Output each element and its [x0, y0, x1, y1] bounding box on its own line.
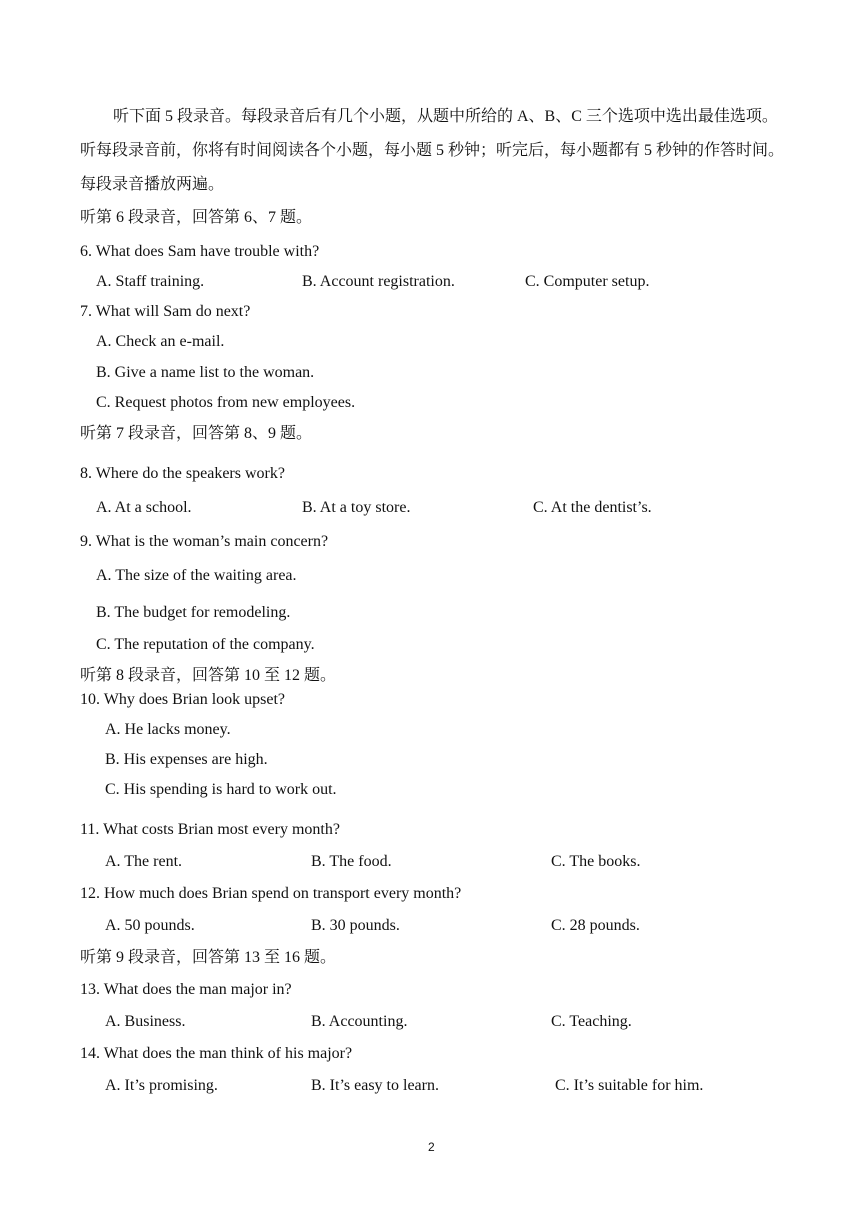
q8-option-b: B. At a toy store.: [302, 499, 411, 516]
q9-option-a: A. The size of the waiting area.: [96, 567, 297, 584]
q13-option-a: A. Business.: [105, 1013, 186, 1030]
section-heading-9: 听第 9 段录音，回答第 13 至 16 题。: [80, 949, 337, 966]
question-10: 10. Why does Brian look upset?: [80, 691, 286, 708]
question-12: 12. How much does Brian spend on transport every month?: [80, 885, 462, 902]
question-8: 8. Where do the speakers work?: [80, 465, 285, 482]
q12-option-b: B. 30 pounds.: [311, 917, 400, 934]
listening-instructions: 听下面 5 段录音。每段录音后有几个小题，从题中所给的 A、B、C 三个选项中选出最佳选项。听每段录音前，你将有时间阅读各个小题，每小题 5 秒钟；听完后，每小题都有 5 秒钟的作答时间。每段录音播放两遍。: [80, 108, 785, 193]
q9-option-b: B. The budget for remodeling.: [96, 604, 291, 621]
q10-option-a: A. He lacks money.: [105, 721, 231, 738]
q12-option-a: A. 50 pounds.: [105, 917, 195, 934]
q8-option-a: A. At a school.: [96, 499, 192, 516]
q7-option-b: B. Give a name list to the woman.: [96, 364, 315, 381]
q14-option-b: B. It’s easy to learn.: [311, 1077, 439, 1094]
q12-option-c: C. 28 pounds.: [551, 917, 640, 934]
question-9: 9. What is the woman’s main concern?: [80, 533, 329, 550]
q13-option-c: C. Teaching.: [551, 1013, 632, 1030]
q10-option-c: C. His spending is hard to work out.: [105, 781, 337, 798]
q7-option-a: A. Check an e-mail.: [96, 333, 225, 350]
q6-option-c: C. Computer setup.: [525, 273, 650, 290]
question-14: 14. What does the man think of his major?: [80, 1045, 353, 1062]
question-13: 13. What does the man major in?: [80, 981, 292, 998]
q11-option-b: B. The food.: [311, 853, 392, 870]
q8-option-c: C. At the dentist’s.: [533, 499, 652, 516]
q14-option-c: C. It’s suitable for him.: [555, 1077, 704, 1094]
question-6: 6. What does Sam have trouble with?: [80, 243, 320, 260]
q9-option-c: C. The reputation of the company.: [96, 636, 315, 653]
q10-option-b: B. His expenses are high.: [105, 751, 268, 768]
q14-option-a: A. It’s promising.: [105, 1077, 218, 1094]
question-7: 7. What will Sam do next?: [80, 303, 251, 320]
page-number: 2: [428, 1140, 435, 1154]
q11-option-a: A. The rent.: [105, 853, 183, 870]
section-heading-8: 听第 8 段录音，回答第 10 至 12 题。: [80, 667, 337, 684]
q6-option-b: B. Account registration.: [302, 273, 455, 290]
question-11: 11. What costs Brian most every month?: [80, 821, 340, 838]
q11-option-c: C. The books.: [551, 853, 641, 870]
q6-option-a: A. Staff training.: [96, 273, 205, 290]
section-heading-6: 听第 6 段录音，回答第 6、7 题。: [80, 209, 313, 226]
section-heading-7: 听第 7 段录音，回答第 8、9 题。: [80, 425, 313, 442]
q13-option-b: B. Accounting.: [311, 1013, 408, 1030]
q7-option-c: C. Request photos from new employees.: [96, 394, 356, 411]
